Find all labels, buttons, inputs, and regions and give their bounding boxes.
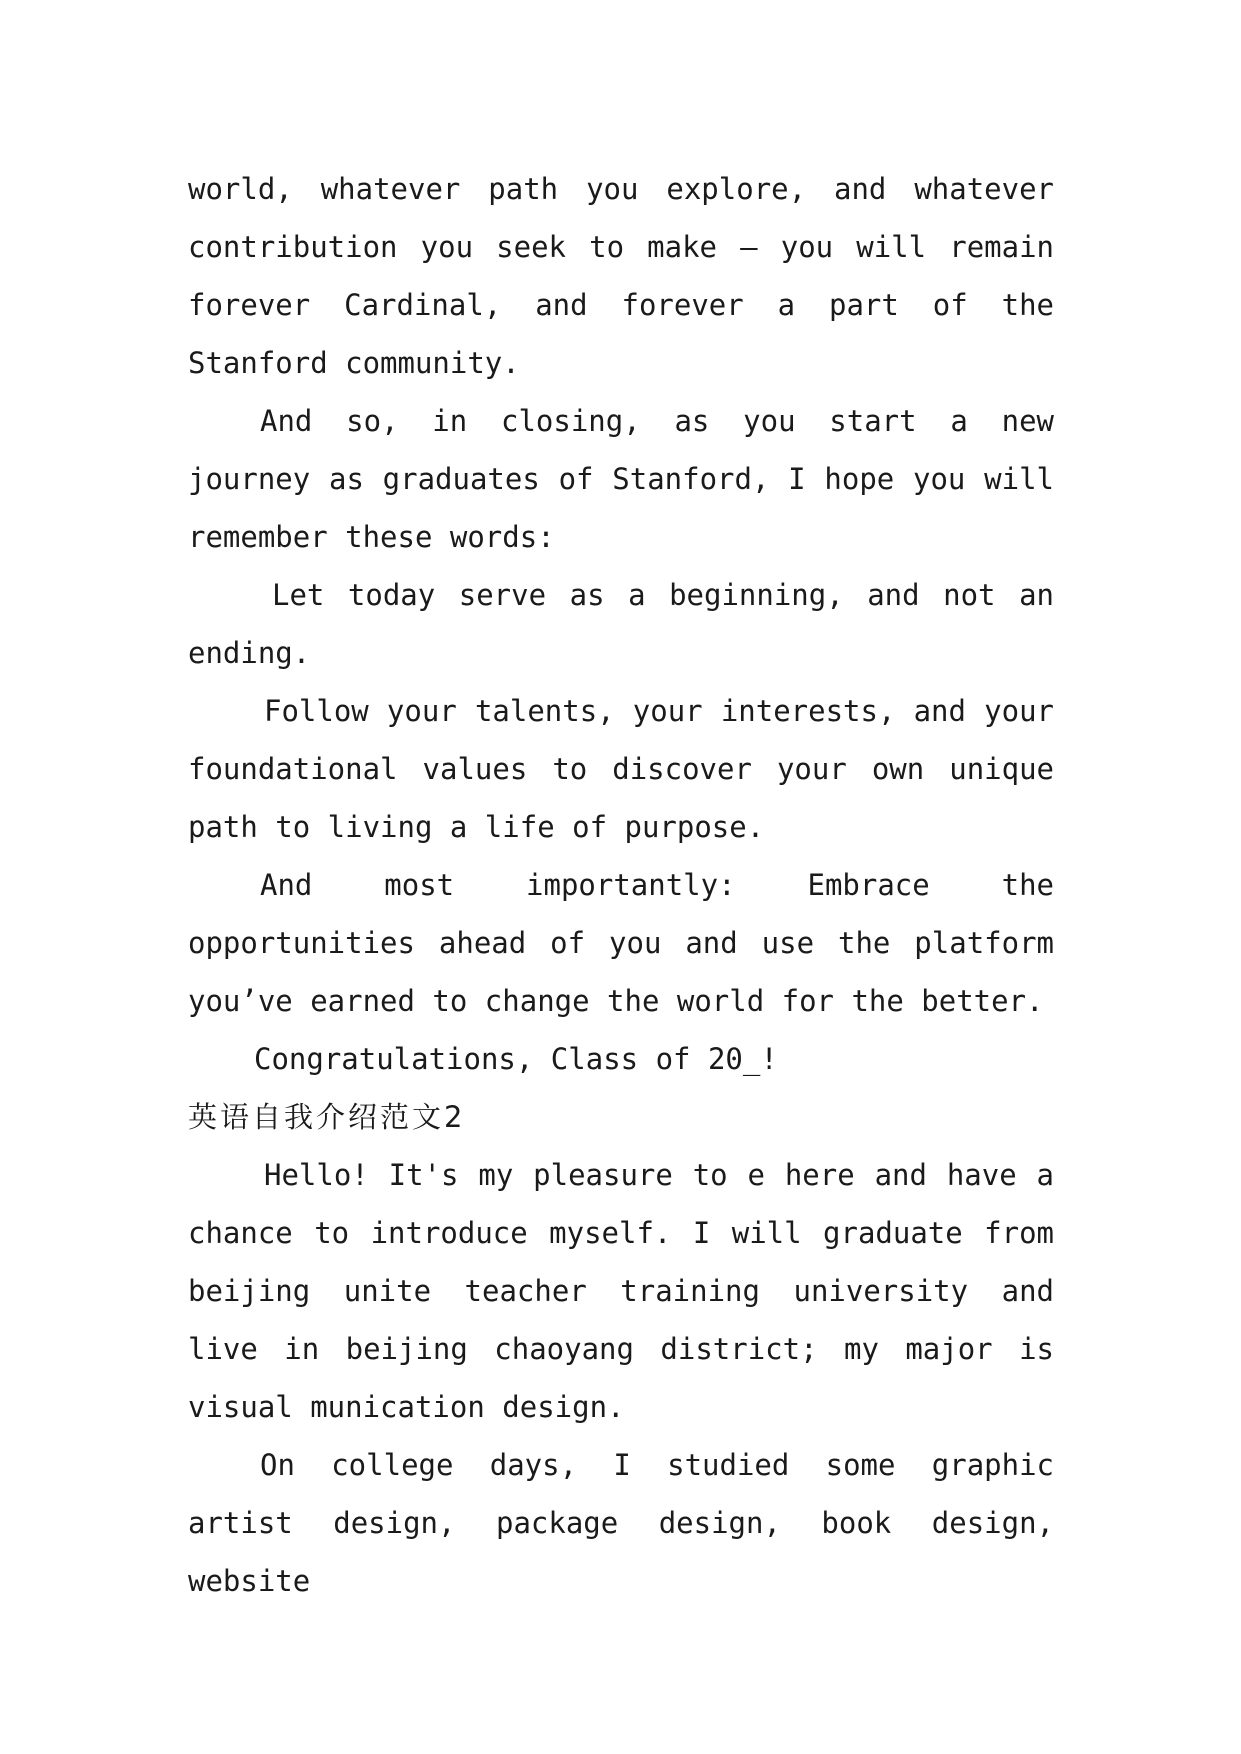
paragraph-closing: And so, in closing, as you start a new journey as graduates of Stanford, I hope you will remember these words: — [188, 404, 1054, 554]
document-body — [188, 160, 1054, 1610]
paragraph-stanford-community: world, whatever path you explore, and whatever contribution you seek to make – you will remain forever Cardinal, and forever a part of the Stanford community. — [188, 172, 1054, 380]
paragraph-let-today: Let today serve as a beginning, and not an ending. — [188, 578, 1054, 670]
paragraph-college-days: On college days, I studied some graphic artist design, package design, book design, website — [188, 1448, 1054, 1598]
paragraph-hello-intro: Hello! It's my pleasure to e here and have a chance to introduce myself. I will graduate from beijing unite teacher training university and live in beijing chaoyang district; my major is visual munication design. — [188, 1158, 1054, 1424]
section-heading: 英语自我介绍范文2 — [188, 1100, 466, 1134]
paragraph-congratulations: Congratulations, Class of 20_! — [254, 1042, 778, 1076]
paragraph-embrace-opportunities: And most importantly: Embrace the opportunities ahead of you and use the platform you’ve earned to change the world for the better. — [188, 868, 1054, 1018]
paragraph-follow-talents: Follow your talents, your interests, and your foundational values to discover your own unique path to living a life of purpose. — [188, 694, 1054, 844]
